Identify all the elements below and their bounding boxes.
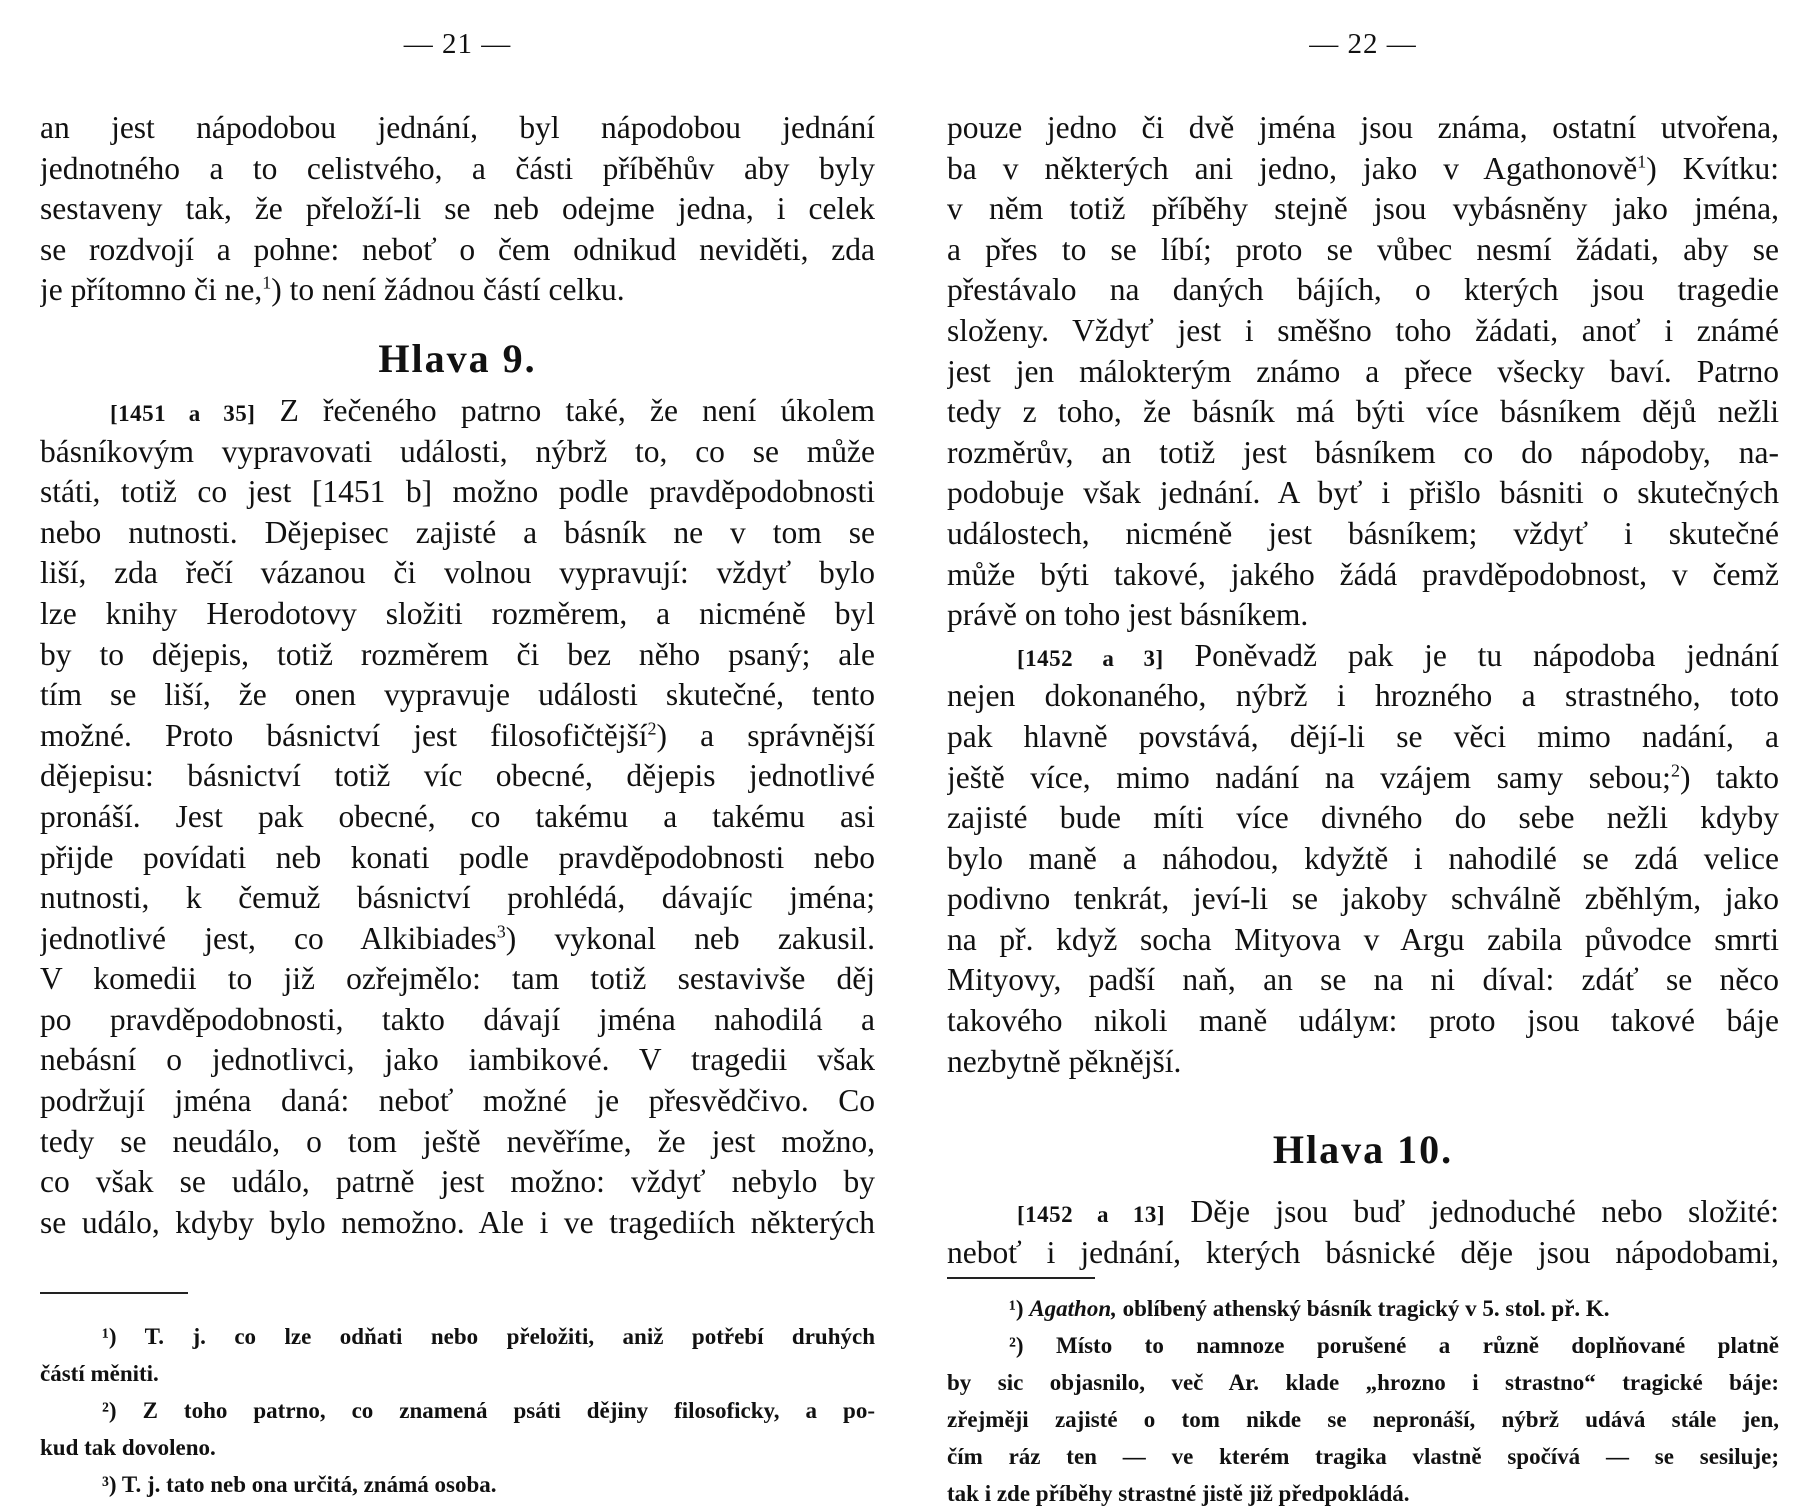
text-line: básníkovým vypravovati události, nýbrž to, co se může	[40, 433, 875, 469]
text-line: a přes to se líbí; proto se vůbec nesmí žádati, aby se	[947, 231, 1779, 267]
text-line	[40, 391, 875, 432]
text-segment: ) to není žádnou částí celku.	[271, 272, 625, 308]
footnote-line: ³) T. j. tato neb ona určitá, známá osoba.	[102, 1472, 497, 1497]
text-line: bylo maně a náhodou, kdyžtě i nahodilé se zdá velice	[947, 840, 1779, 876]
text-segment: ) vykonal neb zakusil.	[505, 920, 875, 956]
text-line: právě on toho jest básníkem.	[947, 597, 1309, 633]
text-segment: ¹)	[1009, 1296, 1024, 1321]
text-line	[947, 149, 1779, 190]
text-segment: je přítomno či ne,	[40, 272, 263, 308]
footnote-line: ²) Místo to namnoze porušené a různě doplňované platně	[1009, 1333, 1779, 1358]
text-line: pouze jedno či dvě jména jsou známa, ostatní utvořena,	[947, 110, 1779, 145]
text-line: podržují jména daná: neboť možné je přesvědčivo. Co	[40, 1083, 875, 1119]
text-line: může býti takové, jakého žádá pravděpodobnost, v čemž	[947, 556, 1779, 592]
footnote-rule	[947, 1277, 1095, 1279]
text-line: an jest nápodobou jednání, byl nápodobou jednání	[40, 110, 875, 145]
text-line: zajisté bude míti více divného do sebe nežli kdyby	[947, 800, 1779, 836]
text-line: nejen dokonaného, nýbrž i hrozného a strastného, toto	[947, 678, 1779, 714]
left-page	[40, 0, 875, 1500]
text-segment: oblíbený athenský básník tragický v 5. stol. př. K.	[1122, 1296, 1610, 1321]
text-line: liší, zda řečí vázanou či volnou vypravují: vždyť bylo	[40, 555, 875, 591]
text-line: Mityovy, padší naň, an se na ni díval: zdáť se něco	[947, 962, 1779, 998]
text-segment: ještě více, mimo nadání na vzájem samy sebou;	[947, 759, 1671, 795]
text-line: tedy se neudálo, o tom ještě nevěříme, že jest možno,	[40, 1123, 875, 1159]
footnote-line: kud tak dovoleno.	[40, 1435, 216, 1460]
text-segment: ) a správnější	[656, 717, 875, 753]
text-line: podobuje však jednání. A byť i přišlo básniti o skutečných	[947, 475, 1779, 511]
text-line	[40, 716, 875, 757]
section-reference: [1452 a 13]	[1017, 1202, 1165, 1228]
text-line: nutnosti, k čemuž básnictví prohlédá, dávajíc jména;	[40, 880, 875, 916]
footnote-line: tak i zde příběhy strastné jistě již předpokládá.	[947, 1481, 1410, 1506]
text-line: nebásní o jednotlivci, jako iambikové. V tragedii však	[40, 1042, 875, 1078]
text-line	[947, 1192, 1779, 1233]
footnote-mark: 1	[1637, 151, 1647, 172]
text-line: se událo, kdyby bylo nemožno. Ale i ve tragediích některých	[40, 1204, 875, 1240]
text-line: po pravděpodobnosti, takto dávají jména nahodilá a	[40, 1001, 875, 1037]
text-line: V komedii to již ozřejmělo: tam totiž sestavivše děj	[40, 961, 875, 997]
page-body	[40, 108, 875, 1243]
footnote-line: částí měniti.	[40, 1361, 159, 1386]
page-number: — 22 —	[1309, 28, 1417, 60]
footnote-mark: 3	[496, 921, 506, 942]
text-line: tím se liší, že onen vypravuje události skutečné, tento	[40, 677, 875, 713]
text-line: nezbytně pěknější.	[947, 1043, 1182, 1079]
text-line: nebo nutnosti. Dějepisec zajisté a básník ne v tom se	[40, 514, 875, 550]
footnotes	[947, 1290, 1779, 1512]
footnote-line: čím ráz ten — ve kterém tragika vlastně spočívá — se sesiluje;	[947, 1444, 1779, 1469]
text-line: neboť i jednání, kterých básnické děje jsou nápodobami,	[947, 1234, 1779, 1270]
text-line: takového nikoli maně udályм: proto jsou takové báje	[947, 1003, 1779, 1039]
text-line: jest jen málokterým známo a přece všecky baví. Patrno	[947, 353, 1779, 389]
text-segment: Děje jsou buď jednoduché nebo složité:	[1190, 1194, 1779, 1230]
chapter-heading: Hlava 9.	[378, 335, 537, 381]
text-line: lze knihy Herodotovy složiti rozměrem, a nicméně byl	[40, 595, 875, 631]
footnote-line: zřejměji zajisté o tom nikde se nepronáší, nýbrž udává stále jen,	[947, 1407, 1779, 1432]
footnote-mark: 2	[647, 718, 657, 739]
chapter-heading: Hlava 10.	[1272, 1127, 1454, 1173]
text-line: jednotného a to celistvého, a části příběhův aby byly	[40, 150, 875, 186]
text-line	[40, 919, 875, 960]
text-segment: jednotlivé jest, co Alkibiades	[40, 920, 497, 956]
text-line: státi, totiž co jest [1451 b] možno podle pravděpodobnosti	[40, 474, 875, 510]
text-line: na př. když socha Mityova v Argu zabila původce smrti	[947, 921, 1779, 957]
text-line: co však se událo, patrně jest možno: vždyť nebylo by	[40, 1164, 875, 1200]
text-line: sestaveny tak, že přeloží-li se neb odejme jedna, i celek	[40, 191, 875, 227]
text-line: pronáší. Jest pak obecné, co takému a takému asi	[40, 798, 875, 834]
text-line: v něm totiž příběhy stejně jsou vybásněny jako jména,	[947, 191, 1779, 227]
text-line	[947, 758, 1779, 799]
text-line: pak hlavně povstává, dějí-li se věci mimo nadání, a	[947, 718, 1779, 754]
section-reference: [1452 a 3]	[1017, 645, 1164, 671]
page-body	[947, 108, 1779, 1273]
section-reference: [1451 a 35]	[110, 400, 256, 426]
footnote-rule	[40, 1292, 188, 1294]
footnote-name: Agathon,	[1029, 1296, 1117, 1321]
footnotes	[40, 1318, 875, 1503]
right-page	[947, 0, 1779, 1506]
text-line: by to dějepis, totiž rozměrem či bez něho psaný; ale	[40, 636, 875, 672]
page-number: — 21 —	[403, 28, 512, 60]
text-line: tedy z toho, že básník má býti více básníkem dějů nežli	[947, 394, 1779, 430]
text-segment: ba v některých ani jedno, jako v Agathonově	[947, 150, 1638, 186]
footnote-mark: 1	[262, 272, 272, 293]
text-segment: ) takto	[1679, 759, 1779, 795]
text-segment: možné. Proto básnictví jest filosofičtější	[40, 717, 648, 753]
text-line: složeny. Vždyť jest i směšno toho žádati, anoť i známé	[947, 312, 1779, 348]
text-line	[947, 636, 1779, 677]
footnote-line	[947, 1290, 1779, 1327]
text-segment: Poněvadž pak je tu nápodoba jednání	[1194, 637, 1779, 673]
text-segment: ) Kvítku:	[1646, 150, 1779, 186]
text-line: rozměrův, an totiž jest básníkem co do nápodoby, na-	[947, 434, 1779, 470]
text-line: podivno tenkrát, jeví-li se jakoby schválně zběhlým, jako	[947, 881, 1779, 917]
text-line	[40, 270, 875, 311]
text-line: dějepisu: básnictví totiž víc obecné, dějepis jednotlivé	[40, 758, 875, 794]
footnote-line: ²) Z toho patrno, co znamená psáti dějiny filosoficky, a po-	[102, 1398, 875, 1423]
text-line: událostech, nicméně jest básníkem; vždyť i skutečné	[947, 515, 1779, 551]
text-segment: Z řečeného patrno také, že není úkolem	[279, 392, 875, 428]
footnote-mark: 2	[1670, 760, 1680, 780]
text-line: přijde povídati neb konati podle pravděpodobnosti nebo	[40, 839, 875, 875]
footnote-line: ¹) T. j. co lze odňati nebo přeložiti, aniž potřebí druhých	[102, 1324, 875, 1349]
text-line: se rozdvojí a pohne: neboť o čem odnikud neviděti, zda	[40, 231, 875, 267]
footnote-line: by sic objasnilo, več Ar. klade „hrozno i strastno“ tragické báje:	[947, 1370, 1779, 1395]
text-line: přestávalo na daných bájích, o kterých jsou tragedie	[947, 272, 1779, 308]
